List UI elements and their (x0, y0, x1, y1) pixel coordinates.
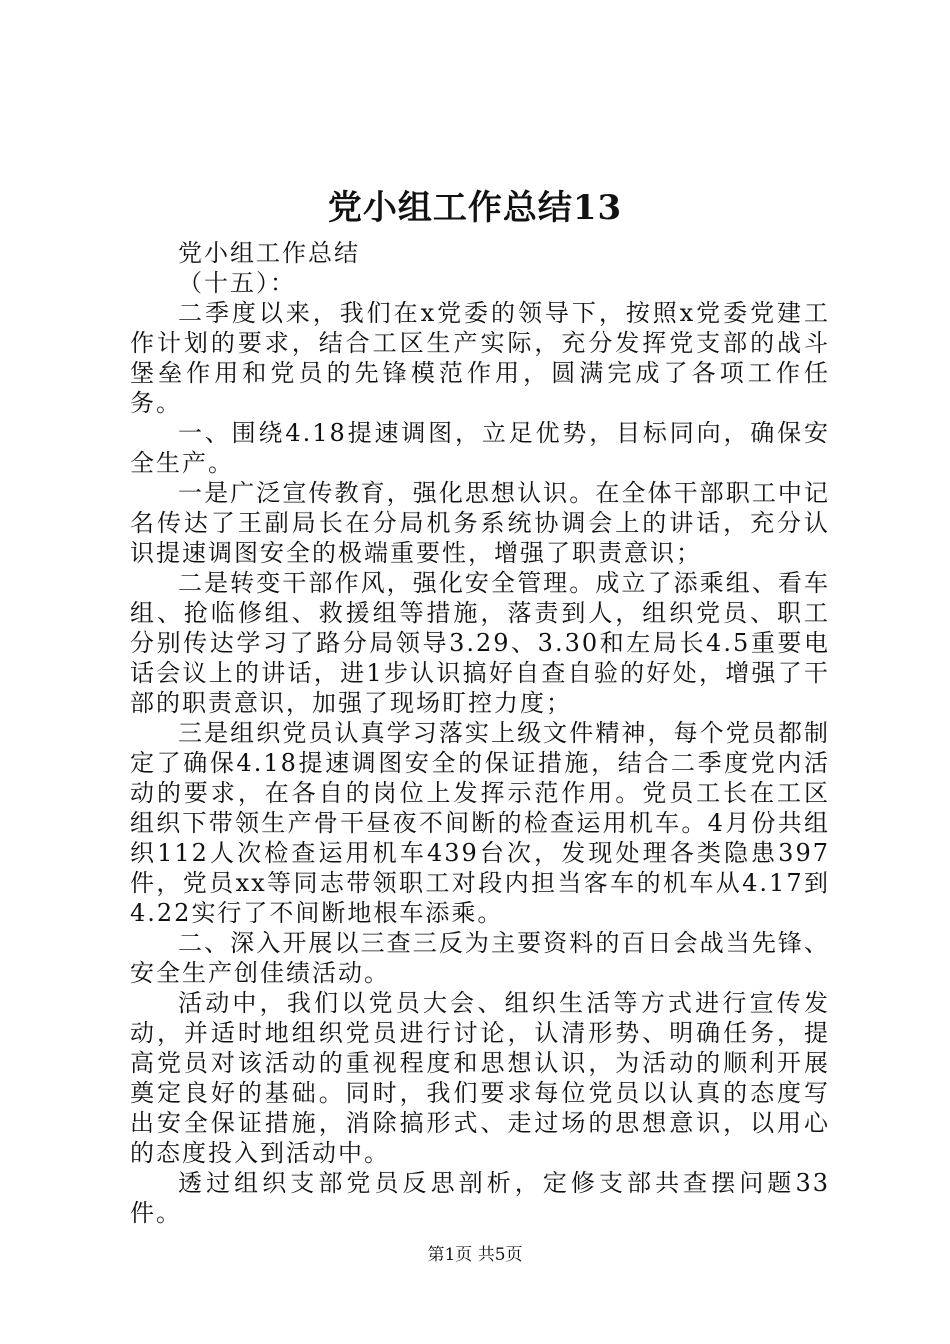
page-footer: 第1页 共5页 (427, 1245, 523, 1265)
document-body (130, 238, 830, 1228)
paragraph-section-2: 二、深入开展以三查三反为主要资料的百日会战当先锋、安全生产创佳绩活动。 (130, 929, 830, 987)
paragraph-intro: 二季度以来，我们在x党委的领导下，按照x党委党建工作计划的要求，结合工区生产实际，充分发挥党支部的战斗堡垒作用和党员的先锋模范作用，圆满完成了各项工作任务。 (130, 299, 830, 417)
document-title: 党小组工作总结13 (327, 188, 623, 228)
paragraph-point-2: 二是转变干部作风，强化安全管理。成立了添乘组、看车组、抢临修组、救援组等措施，落责到人，组织党员、职工分别传达学习了路分局领导3.29、3.30和左局长4.5重要电话会议上的讲话，进1步认识搞好自查自验的好处，增强了干部的职责意识，加强了现场盯控力度； (130, 569, 830, 717)
paragraph-subheading: （十五）： (178, 269, 296, 297)
paragraph-point-3: 三是组织党员认真学习落实上级文件精神，每个党员都制定了确保4.18提速调图安全的保证措施，结合二季度党内活动的要求，在各自的岗位上发挥示范作用。党员工长在工区组织下带领生产骨干昼夜不间断的检查运用机车。4月份共组织112人次检查运用机车439台次，发现处理各类隐患397件，党员xx等同志带领职工对段内担当客车的机车从4.17到4.22实行了不间断地根车添乘。 (130, 719, 830, 927)
paragraph-result: 透过组织支部党员反思剖析，定修支部共查摆问题33件。 (130, 1169, 830, 1227)
paragraph-heading: 党小组工作总结 (178, 239, 360, 267)
paragraph-point-1: 一是广泛宣传教育，强化思想认识。在全体干部职工中记名传达了王副局长在分局机务系统协调会上的讲话，充分认识提速调图安全的极端重要性，增强了职责意识； (130, 479, 830, 567)
paragraph-activity: 活动中，我们以党员大会、组织生活等方式进行宣传发动，并适时地组织党员进行讨论，认清形势、明确任务，提高党员对该活动的重视程度和思想认识，为活动的顺利开展奠定良好的基础。同时，我们要求每位党员以认真的态度写出安全保证措施，消除搞形式、走过场的思想意识，以用心的态度投入到活动中。 (130, 989, 830, 1167)
paragraph-section-1: 一、围绕4.18提速调图，立足优势，目标同向，确保安全生产。 (130, 419, 830, 477)
